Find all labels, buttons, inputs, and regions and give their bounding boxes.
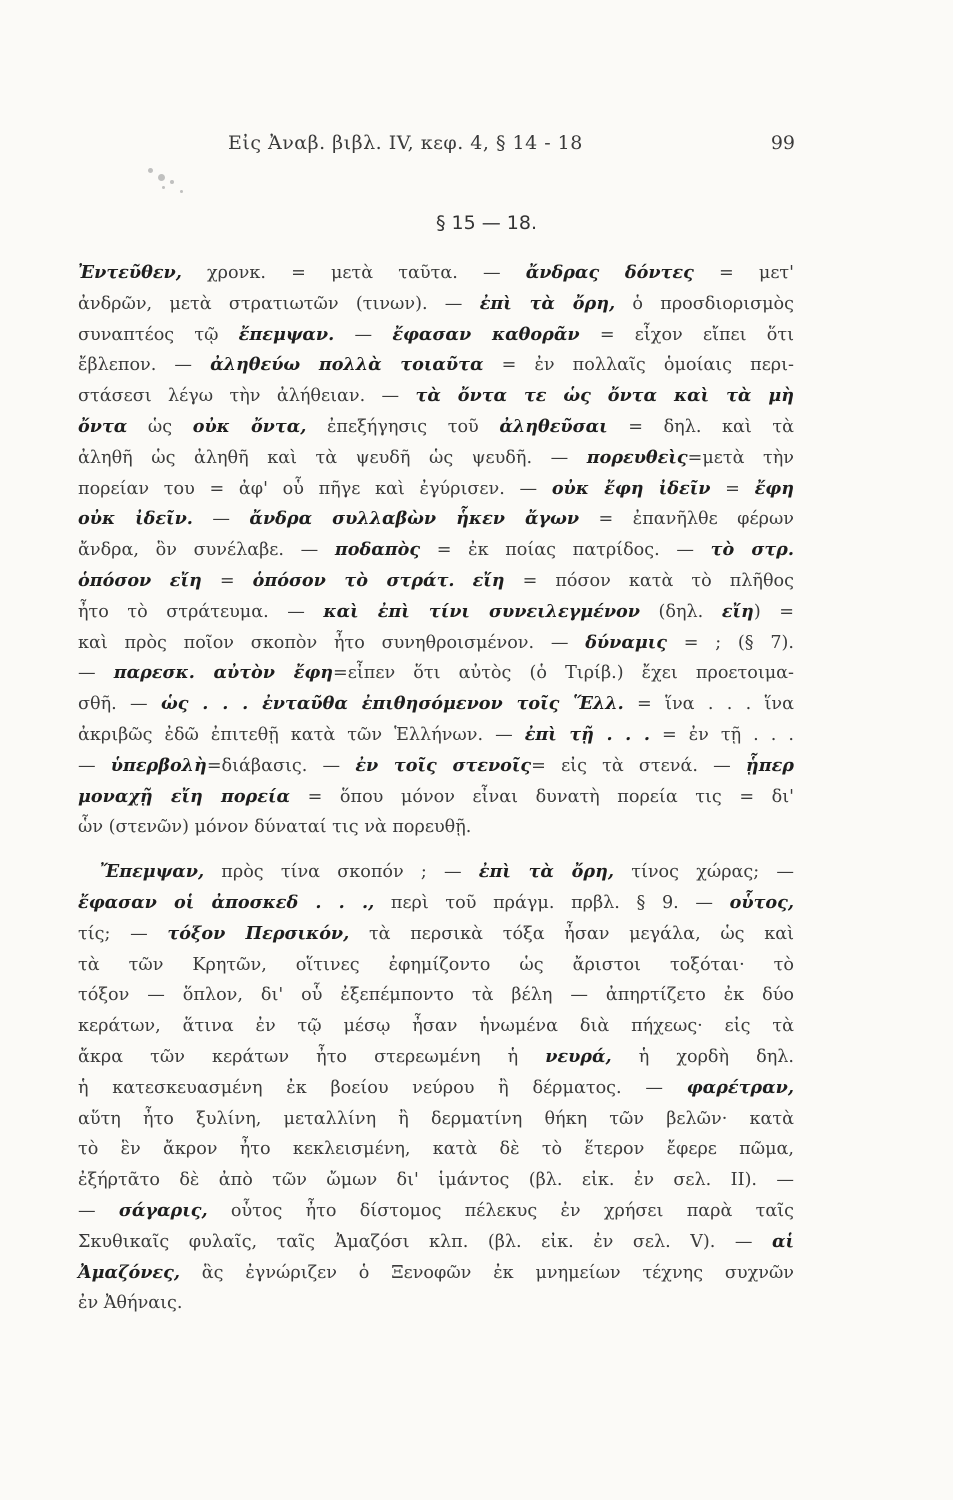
text-line: [78, 320, 794, 351]
lemma: ἔπεμψαν.: [238, 323, 335, 345]
paragraph: [78, 258, 794, 843]
gloss: =: [201, 570, 253, 591]
gloss: συναπτέος τῷ: [78, 324, 239, 345]
text-line: [78, 950, 794, 981]
gloss: = πόσον κατὰ τὸ πλῆθος: [504, 570, 794, 591]
gloss: [455, 571, 473, 591]
lemma: Ἐντεῦθεν,: [78, 262, 182, 283]
gloss: ἃς ἐγνώριζεν ὁ Ξενοφῶν ἐκ μνημείων τέχνης συχνῶν: [179, 1262, 794, 1283]
lemma: ἀληθεύω πολλὰ τοιαῦτα: [210, 354, 484, 376]
lemma: ᾗπερ: [745, 754, 794, 776]
lemma: ἐπὶ τὰ ὄρη,: [479, 292, 616, 314]
gloss: = εἶχον εἴπει ὅτι: [579, 324, 795, 345]
lemma: τὰ ὄντα τε ὡς ὄντα καὶ τὰ μὴ: [415, 385, 794, 407]
gloss: —: [78, 1200, 119, 1221]
gloss: ὁ προσδιορισμὸς: [615, 293, 794, 314]
text-line: [78, 504, 794, 535]
gloss: πορείαν του = ἀφ' οὗ πῆγε καὶ ἐγύρισεν. —: [78, 478, 552, 499]
paragraph-gap: [78, 843, 794, 857]
lemma: πορευθεὶς: [586, 446, 688, 468]
running-head: [0, 132, 953, 164]
text-line: [78, 474, 794, 505]
lemma: δύναμις: [585, 631, 667, 653]
gloss: ἐξήρτᾶτο δὲ ἀπὸ τῶν ὤμων δι' ἱμάντος (βλ. εἰκ. ἐν σελ. II). —: [78, 1170, 794, 1191]
lemma: εἴη: [472, 569, 505, 591]
gloss: τόξον — ὅπλον, δι' οὗ ἐξεπέμποντο τὰ βέλη — ἀπηρτίζετο ἐκ δύο: [78, 985, 794, 1006]
gloss: τίς; —: [78, 923, 168, 944]
gloss: ὧν (στενῶν) μόνον δύναταί τις νὰ πορευθῇ.: [78, 817, 472, 838]
lemma: Ἔπεμψαν,: [100, 861, 205, 883]
commentary-text: [78, 258, 794, 1319]
text-line: [78, 980, 794, 1011]
text-line: [78, 751, 794, 782]
text-line: [78, 258, 794, 289]
gloss: οὗτος ἦτο δίστομος πέλεκυς ἐν χρήσει παρὰ ταῖς: [207, 1200, 795, 1221]
gloss: ἄκρα τῶν κεράτων ἦτο στερεωμένη ἡ: [78, 1046, 546, 1067]
gloss: = ἐν τῇ . . .: [649, 724, 794, 745]
gloss: = ὅπου μόνον εἶναι δυνατὴ πορεία τις = δι': [290, 786, 794, 807]
lemma: ποδαπὸς: [334, 539, 421, 561]
text-line: [78, 289, 794, 320]
text-line: [78, 689, 794, 720]
lemma: ἄνδρα συλλαβὼν ἧκεν ἄγων: [249, 508, 580, 530]
gloss: κεράτων, ἅτινα ἐν τῷ μέσῳ ἦσαν ἡνωμένα διὰ πήχεως· εἰς τὰ: [78, 1016, 794, 1037]
lemma: παρεσκ. αὐτὸν ἔφη: [113, 662, 334, 684]
gloss: = ; (§ 7).: [666, 632, 794, 653]
lemma: οὐκ ὄντα,: [192, 415, 307, 437]
text-line: [78, 412, 794, 443]
gloss: —: [192, 509, 250, 530]
gloss: τὰ περσικὰ τόξα ἦσαν μεγάλα, ὡς καὶ: [349, 923, 794, 944]
text-line: [78, 1134, 794, 1165]
section-heading: § 15 — 18.: [435, 212, 537, 234]
gloss: = ἵνα . . . ἵνα: [623, 694, 794, 715]
gloss: σθῆ. —: [78, 694, 161, 715]
lemma: ἐπὶ τὰ ὄρη,: [478, 861, 615, 883]
gloss: ἦτο τὸ στράτευμα. —: [78, 601, 324, 622]
text-line: [78, 350, 794, 381]
lemma: νευρά,: [545, 1045, 612, 1067]
gloss: ὡς: [127, 416, 193, 437]
text-line: [78, 1288, 794, 1319]
lemma: εἴη: [721, 600, 754, 622]
gloss: ἀληθῆ ὡς ἀληθῆ καὶ τὰ ψευδῆ ὡς ψευδῆ. —: [78, 447, 587, 468]
lemma: καὶ ἐπὶ τίνι συνειλεγμένον: [323, 600, 640, 622]
gloss: ἐπεξήγησις τοῦ: [306, 416, 500, 437]
gloss: ἀκριβῶς ἐδῶ ἐπιτεθῇ κατὰ τῶν Ἑλλήνων. —: [78, 724, 525, 745]
text-line: [78, 1104, 794, 1135]
gloss: = δηλ. καὶ τὰ: [607, 416, 794, 437]
text-line: [78, 1011, 794, 1042]
gloss: Σκυθικαῖς φυλαῖς, ταῖς Ἀμαζόσι κλπ. (βλ. εἰκ. ἐν σελ. V). —: [78, 1231, 772, 1252]
lemma: ὄντα: [78, 415, 128, 437]
lemma: ἄνδρας δόντες: [525, 262, 694, 283]
text-line: [78, 857, 794, 888]
lemma: τόξον Περσικόν,: [167, 922, 350, 944]
lemma: ἔφασαν οἱ ἀποσκεδ . . .,: [78, 891, 375, 913]
gloss: =μετὰ τὴν: [687, 447, 795, 468]
gloss: ἀνδρῶν, μετὰ στρατιωτῶν (τινων). —: [78, 293, 480, 314]
gloss: —: [78, 755, 111, 776]
text-line: [78, 597, 794, 628]
lemma: ἐν τοῖς στενοῖς: [355, 754, 532, 776]
gloss: = ἐκ ποίας πατρίδος. —: [420, 540, 711, 561]
text-line: [78, 1258, 794, 1289]
text-line: [78, 1227, 794, 1258]
text-line: [78, 1196, 794, 1227]
text-line: [78, 658, 794, 689]
lemma: φαρέτραν,: [686, 1076, 794, 1098]
gloss: στάσεσι λέγω τὴν ἀλήθειαν. —: [78, 386, 416, 407]
text-line: [78, 381, 794, 412]
lemma: οὗτος,: [729, 891, 794, 913]
gloss: = μετ': [693, 263, 795, 283]
gloss: =διάβασις. —: [206, 755, 356, 776]
text-line: [78, 919, 794, 950]
lemma: Ἀμαζόνες,: [78, 1261, 180, 1283]
lemma: ὁπόσον εἴη: [78, 569, 202, 591]
page-number: 99: [770, 132, 795, 154]
gloss: αὕτη ἦτο ξυλίνη, μεταλλίνη ἢ δερματίνη θήκη τῶν βελῶν· κατὰ: [78, 1108, 794, 1129]
text-line: [78, 535, 794, 566]
gloss: καὶ πρὸς ποῖον σκοπὸν ἦτο συνηθροισμένον. —: [78, 632, 586, 653]
gloss: τὰ τῶν Κρητῶν, οἵτινες ἐφημίζοντο ὡς ἄριστοι τοξόται· τὸ: [78, 954, 794, 975]
text-line: [78, 566, 794, 597]
gloss: χρονκ. = μετὰ ταῦτα. —: [181, 263, 526, 283]
gloss: ἡ χορδὴ δηλ.: [611, 1046, 794, 1067]
lemma: ὁπόσον τὸ στράτ.: [252, 569, 455, 591]
text-line: [78, 812, 794, 843]
lemma: ἐπὶ τῇ . . .: [524, 723, 650, 745]
gloss: τίνος χώρας; —: [614, 862, 794, 883]
gloss: =: [710, 478, 755, 499]
text-line: [78, 720, 794, 751]
gloss: πρὸς τίνα σκοπόν ; —: [204, 862, 479, 883]
text-line: [78, 782, 794, 813]
lemma: οὐκ ἔφη ἰδεῖν: [551, 477, 711, 499]
text-line: [78, 888, 794, 919]
text-line: [78, 443, 794, 474]
text-line: [78, 1073, 794, 1104]
lemma: αἱ: [771, 1230, 794, 1252]
text-line: [78, 1165, 794, 1196]
lemma: ὑπερβολὴ: [110, 754, 207, 776]
gloss: ἐν Ἀθήναις.: [78, 1293, 183, 1314]
lemma: ἀληθεῦσαι: [499, 415, 608, 437]
gloss: ) =: [753, 601, 794, 622]
gloss: = ἐν πολλαῖς ὁμοίαις περι-: [483, 355, 794, 376]
gloss: (δηλ.: [639, 601, 722, 622]
gloss: περὶ τοῦ πράγμ. πρβλ. § 9. —: [374, 892, 730, 913]
gloss: ἡ κατεσκευασμένη ἐκ βοείου νεύρου ἢ δέρματος. —: [78, 1077, 687, 1098]
text-line: [78, 1042, 794, 1073]
lemma: ἔφη: [754, 477, 794, 499]
running-title: Εἰς Ἀναβ. βιβλ. IV, κεφ. 4, § 14 - 18: [228, 132, 583, 154]
gloss: τὸ ἓν ἄκρον ἦτο κεκλεισμένη, κατὰ δὲ τὸ ἕτερον ἔφερε πῶμα,: [78, 1139, 794, 1160]
lemma: ὡς . . . ἐνταῦθα ἐπιθησόμενον τοῖς Ἕλλ.: [160, 693, 624, 715]
lemma: οὐκ ἰδεῖν.: [78, 508, 193, 530]
gloss: ἔβλεπον. —: [78, 355, 211, 376]
lemma: ἔφασαν καθορᾶν: [392, 323, 580, 345]
gloss: —: [78, 663, 114, 684]
gloss: ἄνδρα, ὃν συνέλαβε. —: [78, 540, 335, 561]
text-line: [78, 628, 794, 659]
gloss: = εἰς τὰ στενά. —: [531, 755, 746, 776]
lemma: σάγαρις,: [118, 1199, 208, 1221]
lemma: μοναχῇ εἴη πορεία: [78, 785, 291, 807]
gloss: —: [334, 324, 393, 345]
paragraph: [78, 857, 794, 1319]
lemma: τὸ στρ.: [710, 539, 794, 561]
gloss: =εἶπεν ὅτι αὐτὸς (ὁ Τιρίβ.) ἔχει προετοιμα-: [333, 663, 795, 684]
gloss: = ἐπανῆλθε φέρων: [579, 509, 794, 530]
